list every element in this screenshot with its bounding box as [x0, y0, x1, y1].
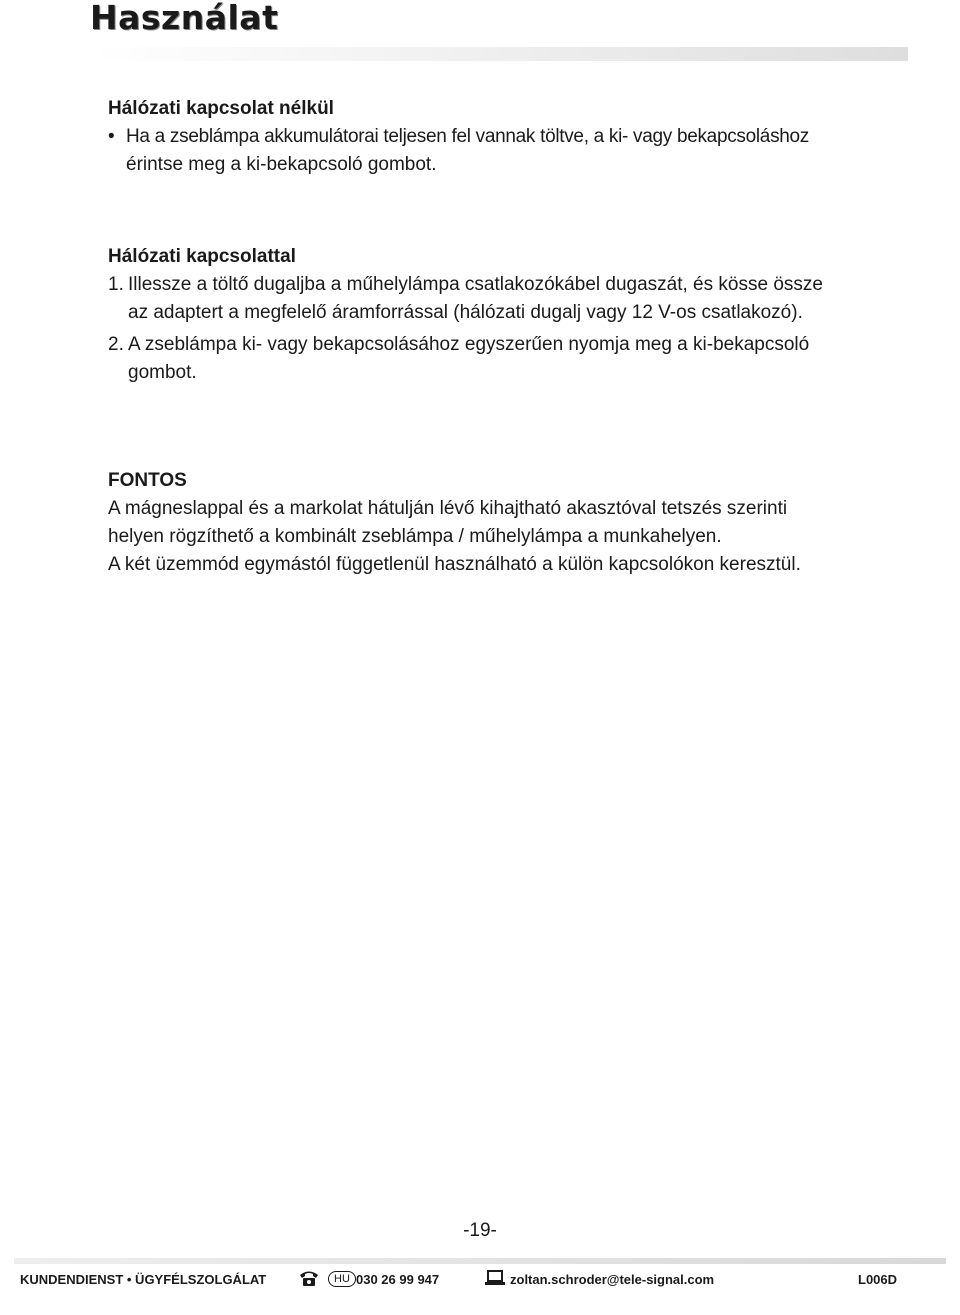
country-badge: HU — [328, 1271, 356, 1287]
section-heading: Hálózati kapcsolat nélkül — [108, 98, 334, 119]
list-item — [108, 123, 928, 179]
paragraph-line: helyen rögzíthető a kombinált zseblámpa / műhelylámpa a munkahelyen. — [108, 526, 722, 547]
item-text: az adaptert a megfelelő áramforrással (hálózati dugalj vagy 12 V-os csatlakozó). — [128, 302, 803, 323]
footer — [20, 1272, 920, 1292]
item-number: 1. — [108, 274, 124, 295]
section-with-network — [108, 243, 928, 387]
section-important — [108, 467, 928, 579]
laptop-icon — [485, 1270, 505, 1289]
list-item — [108, 331, 928, 387]
item-text: gombot. — [128, 362, 197, 383]
item-text: Illessze a töltő dugaljba a műhelylámpa csatlakozókábel dugaszát, és kösse össze — [128, 274, 823, 295]
section-heading: FONTOS — [108, 470, 187, 491]
footer-divider — [14, 1258, 946, 1264]
product-code: L006D — [858, 1272, 898, 1287]
paragraph-line: A mágneslappal és a markolat hátulján lévő kihajtható akasztóval tetszés szerinti — [108, 498, 788, 519]
section-no-network — [108, 95, 928, 179]
bullet-text: Ha a zseblámpa akkumulátorai teljesen fel vannak töltve, a ki- vagy bekapcsoláshoz — [126, 126, 810, 147]
page-number: -19- — [463, 1220, 497, 1241]
section-heading: Hálózati kapcsolattal — [108, 246, 296, 267]
title-underline-bar — [90, 47, 908, 61]
phone-icon — [298, 1269, 320, 1290]
service-label: KUNDENDIENST • ÜGYFÉLSZOLGÁLAT — [20, 1272, 267, 1287]
email-address: zoltan.schroder@tele-signal.com — [510, 1272, 715, 1287]
item-number: 2. — [108, 334, 124, 355]
item-text: A zseblámpa ki- vagy bekapcsolásához egyszerűen nyomja meg a ki-bekapcsoló — [128, 334, 810, 355]
bullet: • — [108, 126, 115, 147]
page-title: Használat — [90, 0, 279, 37]
paragraph-line: A két üzemmód egymástól függetlenül használható a külön kapcsolókon keresztül. — [108, 554, 801, 575]
phone-number: 030 26 99 947 — [356, 1272, 440, 1287]
list-item — [108, 271, 928, 327]
bullet-text: érintse meg a ki-bekapcsoló gombot. — [126, 154, 437, 175]
